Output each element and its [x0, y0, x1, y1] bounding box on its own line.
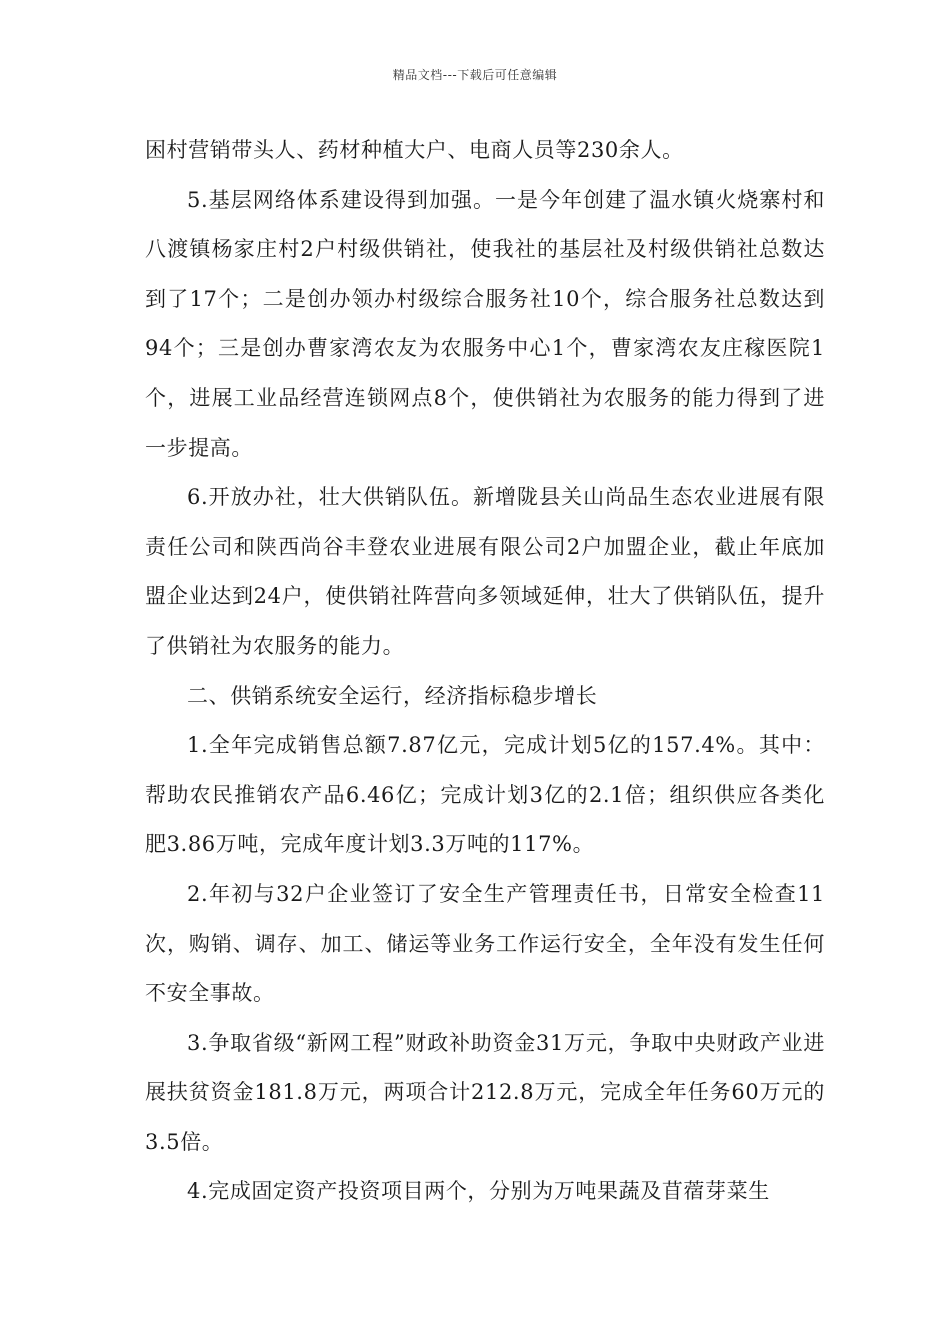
paragraph-item-5-grassroots-network: 5.基层网络体系建设得到加强。一是今年创建了温水镇火烧寨村和八渡镇杨家庄村2户村级供销社，使我社的基层社及村级供销社总数达到了17个；二是创办领办村级综合服务社10个，综合服务社总数达到94个；三是创办曹家湾农友为农服务中心1个，曹家湾农友庄稼医院1个，进展工业品经营连锁网点8个，使供销社为农服务的能力得到了进一步提高。 — [145, 187, 825, 460]
document-body — [145, 126, 825, 1217]
page-header: 精品文档---下载后可任意编辑 — [392, 68, 558, 82]
paragraph-item-4-investment: 4.完成固定资产投资项目两个，分别为万吨果蔬及苜蓿芽菜生 — [187, 1179, 770, 1204]
paragraph-item-3-funding: 3.争取省级“新网工程”财政补助资金31万元，争取中央财政产业进展扶贫资金181.8万元，两项合计212.8万元，完成全年任务60万元的3.5倍。 — [145, 1030, 825, 1154]
paragraph-item-2-safety: 2.年初与32户企业签订了安全生产管理责任书，日常安全检查11次，购销、调存、加工、储运等业务工作运行安全，全年没有发生任何不安全事故。 — [145, 881, 825, 1006]
paragraph-continuation: 困村营销带头人、药材种植大户、电商人员等230余人。 — [145, 138, 684, 162]
section-heading-2: 二、供销系统安全运行，经济指标稳步增长 — [187, 683, 598, 708]
paragraph-item-1-sales: 1.全年完成销售总额7.87亿元，完成计划5亿的157.4%。其中：帮助农民推销农产品6.46亿；完成计划3亿的2.1倍；组织供应各类化肥3.86万吨，完成年度计划3.3万吨的117%。 — [145, 733, 825, 857]
paragraph-item-6-open-cooperative: 6.开放办社，壮大供销队伍。新增陇县关山尚品生态农业进展有限责任公司和陕西尚谷丰登农业进展有限公司2户加盟企业，截止年底加盟企业达到24户，使供销社阵营向多领域延伸，壮大了供销队伍，提升了供销社为农服务的能力。 — [145, 485, 825, 658]
